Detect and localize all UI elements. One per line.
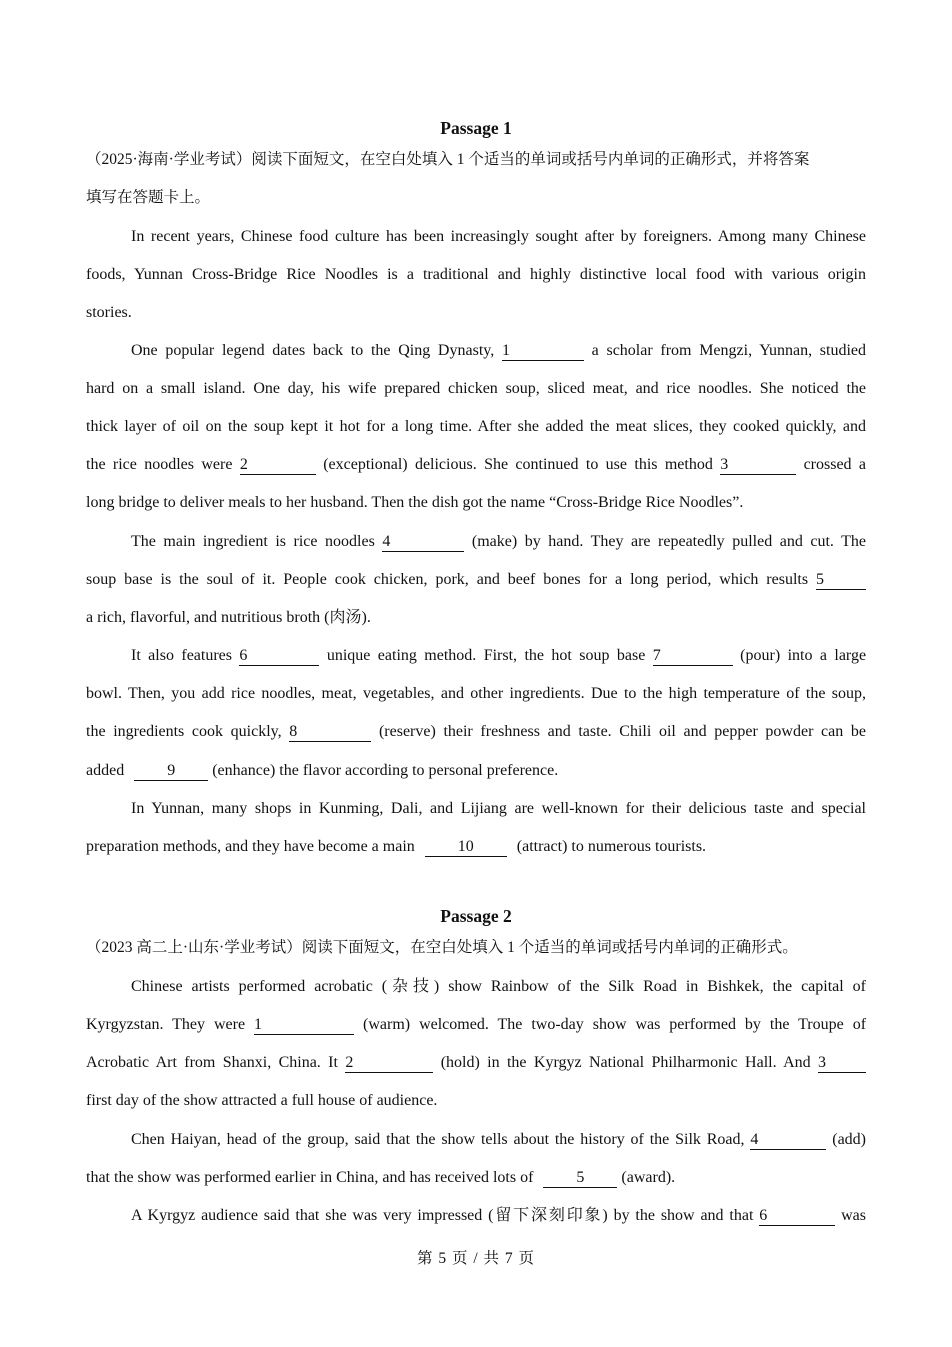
text: preparation methods, and they have become a main [86,838,415,855]
blank-p2-5[interactable]: 5 [543,1169,617,1188]
blank-p2-1[interactable]: 1 [254,1016,354,1035]
p1-line [131,530,866,554]
blank-9[interactable]: 9 [134,762,208,781]
p1-line: long bridge to deliver meals to her husband. Then the dish got the name “Cross-Bridge Rice Noodles”. [86,494,744,511]
p1-line [86,759,866,783]
p1-line: bowl. Then, you add rice noodles, meat, vegetables, and other ingredients. Due to the high temperature of the soup, [86,685,866,702]
p2-line [131,1204,866,1228]
p1-line [131,644,866,668]
p1-line: In Yunnan, many shops in Kunming, Dali, and Lijiang are well-known for their delicious taste and special [131,800,866,817]
p1-line: a rich, flavorful, and nutritious broth (肉汤). [86,609,371,626]
blank-7[interactable]: 7 [653,647,733,666]
text: Kyrgyzstan. They were [86,1016,246,1033]
p1-line [86,453,866,477]
passage-1-title: Passage 1 [440,118,512,138]
p1-line: thick layer of oil on the soup kept it hot for a long time. After she added the meat slices, they cooked quickly, and [86,418,866,435]
blank-1[interactable]: 1 [502,342,584,361]
blank-2[interactable]: 2 [240,456,316,475]
p1-line [86,835,866,859]
text: (attract) to numerous tourists. [516,838,707,855]
p2-line [131,1128,866,1152]
text: was [841,1207,867,1224]
text: Chen Haiyan, head of the group, said that the show tells about the history of the Silk Road, [131,1131,745,1148]
blank-5[interactable]: 5 [816,571,866,590]
page-number-footer: 第 5 页 / 共 7 页 [416,1250,536,1267]
text: (warm) welcomed. The two-day show was performed by the Troupe of [363,1016,867,1033]
text: (reserve) their freshness and taste. Chili oil and pepper powder can be [378,723,867,740]
p2-line [86,1166,866,1190]
p1-line [86,720,866,744]
blank-p2-2[interactable]: 2 [345,1054,433,1073]
text: One popular legend dates back to the Qing Dynasty, [131,342,495,359]
text: (exceptional) delicious. She continued to use this method [323,456,713,473]
p2-line: Chinese artists performed acrobatic (杂技) show Rainbow of the Silk Road in Bishkek, the capital of [131,978,866,995]
p1-line: In recent years, Chinese food culture has been increasingly sought after by foreigners. Among many Chinese [131,228,866,245]
text: the ingredients cook quickly, [86,723,282,740]
text: unique eating method. First, the hot soup base [326,647,646,664]
blank-3[interactable]: 3 [720,456,796,475]
text: Acrobatic Art from Shanxi, China. It [86,1054,338,1071]
p2-line [86,1051,866,1075]
blank-4[interactable]: 4 [382,533,464,552]
text: (hold) in the Kyrgyz National Philharmonic Hall. And [440,1054,811,1071]
p2-line [86,1013,866,1037]
blank-p2-6[interactable]: 6 [759,1207,835,1226]
passage-2-title: Passage 2 [440,906,512,926]
blank-p2-3[interactable]: 3 [818,1054,866,1073]
blank-p2-4[interactable]: 4 [750,1131,826,1150]
p1-line [86,568,866,592]
passage-1-source-line-1: （2025·海南·学业考试）阅读下面短文，在空白处填入 1 个适当的单词或括号内单词的正确形式，并将答案 [86,151,810,168]
text: A Kyrgyz audience said that she was very impressed (留下深刻印象) by the show and that [131,1207,754,1224]
text: It also features [131,647,232,664]
p1-line: hard on a small island. One day, his wife prepared chicken soup, sliced meat, and rice noodles. She noticed the [86,380,866,397]
text: a scholar from Mengzi, Yunnan, studied [591,342,867,359]
text: (add) [832,1131,867,1148]
passage-2-source-line-1: （2023 高二上·山东·学业考试）阅读下面短文，在空白处填入 1 个适当的单词或括号内单词的正确形式。 [86,939,798,956]
blank-10[interactable]: 10 [425,838,507,857]
text: added [86,762,125,779]
text: The main ingredient is rice noodles [131,533,375,550]
p1-line: stories. [86,304,132,321]
p2-line: first day of the show attracted a full house of audience. [86,1092,438,1109]
text: that the show was performed earlier in China, and has received lots of [86,1169,534,1186]
text: (enhance) the flavor according to personal preference. [212,762,559,779]
blank-6[interactable]: 6 [239,647,319,666]
text: the rice noodles were [86,456,233,473]
text: soup base is the soul of it. People cook chicken, pork, and beef bones for a long period, which results [86,571,809,588]
text: (make) by hand. They are repeatedly pulled and cut. The [471,533,867,550]
p1-line: foods, Yunnan Cross-Bridge Rice Noodles is a traditional and highly distinctive local food with various origin [86,266,866,283]
text: (award). [621,1169,676,1186]
text: crossed a [803,456,867,473]
passage-1-source-line-2: 填写在答题卡上。 [86,189,211,206]
blank-8[interactable]: 8 [289,723,371,742]
p1-line [131,339,866,363]
text: (pour) into a large [740,647,867,664]
